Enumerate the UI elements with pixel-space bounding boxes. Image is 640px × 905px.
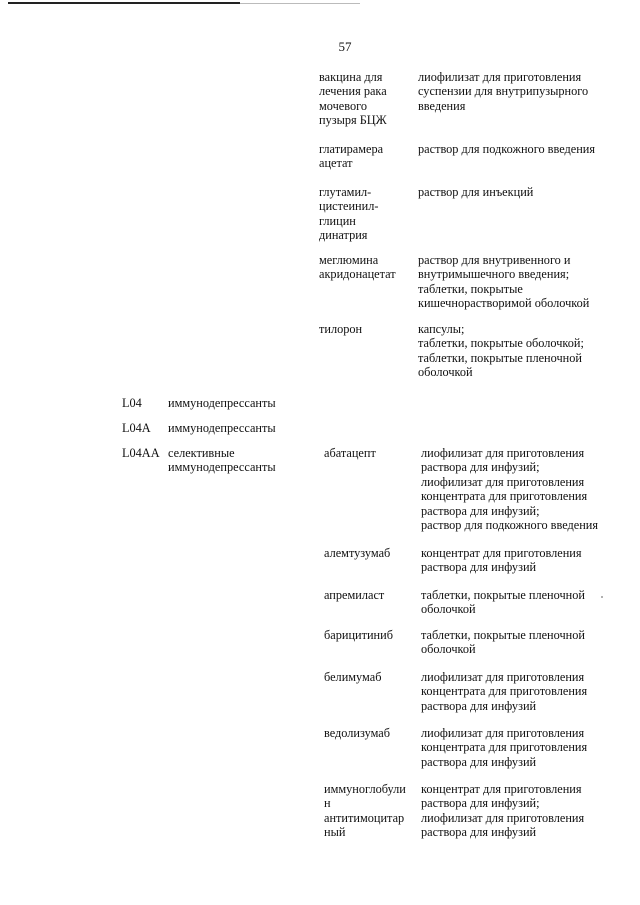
dosage-form-line: капсулы; (418, 322, 465, 336)
drug-name (324, 588, 416, 602)
drug-name-line: мочевого (319, 98, 368, 113)
dosage-form-line: раствора для инфузий (421, 560, 537, 575)
atc-group-name-line: иммунодепрессанты (168, 421, 276, 435)
dosage-form (421, 588, 626, 617)
drug-name (319, 70, 411, 128)
drug-name (319, 253, 411, 282)
dosage-form-line: оболочкой (421, 602, 476, 617)
drug-name (319, 185, 411, 243)
drug-name (324, 628, 416, 642)
atc-group-name (168, 421, 308, 435)
drug-name-line: ный (324, 825, 346, 840)
drug-name-line: пузыря БЦЖ (319, 113, 387, 128)
drug-name-line: тилорон (319, 322, 363, 336)
drug-name-line: меглюмина (319, 253, 379, 267)
dosage-form (421, 782, 626, 840)
dosage-form (421, 446, 626, 532)
dosage-form-line: концентрата для приготовления (421, 489, 588, 504)
scan-top-rule (8, 2, 240, 4)
drug-name (324, 446, 416, 460)
dosage-form-line: кишечнорастворимой оболочкой (418, 296, 590, 311)
scan-speck (601, 596, 603, 598)
dosage-form-line: лиофилизат для приготовления (421, 810, 585, 825)
drug-name (324, 670, 416, 684)
dosage-form (418, 253, 623, 311)
dosage-form-line: внутримышечного введения; (418, 267, 570, 282)
dosage-form-line: таблетки, покрытые пленочной (418, 350, 582, 365)
drug-name-line: абатацепт (324, 446, 376, 460)
drug-name-line: вакцина для (319, 70, 383, 84)
drug-name-line: акридонацетат (319, 267, 396, 282)
drug-name-line: динатрия (319, 228, 368, 243)
dosage-form-line: раствор для инъекций (418, 185, 534, 199)
dosage-form-line: раствора для инфузий (421, 825, 537, 840)
dosage-form (418, 322, 623, 380)
scan-top-rule-faint (240, 3, 360, 4)
dosage-form-line: раствор для подкожного введения (421, 518, 599, 533)
drug-name-line: ведолизумаб (324, 726, 390, 740)
drug-name-line: иммуноглобули (324, 782, 406, 796)
dosage-form-line: лиофилизат для приготовления (421, 726, 585, 740)
drug-name-line: барицитиниб (324, 628, 393, 642)
drug-name-line: глутамил- (319, 185, 372, 199)
atc-group-name (168, 396, 308, 410)
dosage-form-line: раствора для инфузий; (421, 503, 540, 518)
atc-code: L04A (122, 421, 151, 435)
dosage-form-line: таблетки, покрытые пленочной (421, 628, 585, 642)
dosage-form (421, 546, 626, 575)
dosage-form-line: таблетки, покрытые (418, 281, 523, 296)
dosage-form-line: раствора для инфузий; (421, 796, 540, 811)
dosage-form-line: таблетки, покрытые оболочкой; (418, 336, 584, 351)
drug-name-line: лечения рака (319, 84, 387, 99)
drug-name-line: глицин (319, 213, 356, 228)
dosage-form-line: раствор для внутривенного и (418, 253, 571, 267)
dosage-form-line: концентрата для приготовления (421, 684, 588, 699)
drug-name-line: апремиласт (324, 588, 385, 602)
drug-name (324, 782, 416, 840)
dosage-form-line: лиофилизат для приготовления (421, 446, 585, 460)
atc-group-name-line: селективные (168, 446, 235, 460)
dosage-form-line: концентрат для приготовления (421, 782, 582, 796)
drug-name-line: антитимоцитар (324, 810, 405, 825)
drug-name-line: ацетат (319, 156, 353, 171)
dosage-form-line: оболочкой (418, 365, 473, 380)
atc-group-name (168, 446, 308, 475)
atc-code: L04AA (122, 446, 160, 460)
dosage-form-line: концентрат для приготовления (421, 546, 582, 560)
dosage-form (418, 185, 623, 199)
page-number: 57 (338, 39, 352, 54)
dosage-form-line: раствора для инфузий (421, 754, 537, 769)
dosage-form (421, 628, 626, 657)
dosage-form (421, 726, 626, 769)
dosage-form-line: концентрата для приготовления (421, 740, 588, 755)
drug-name-line: белимумаб (324, 670, 382, 684)
dosage-form-line: таблетки, покрытые пленочной (421, 588, 585, 602)
dosage-form (418, 142, 623, 156)
dosage-form-line: лиофилизат для приготовления (421, 670, 585, 684)
dosage-form-line: введения (418, 98, 466, 113)
drug-name-line: цистеинил- (319, 199, 379, 214)
dosage-form (421, 670, 626, 713)
dosage-form-line: лиофилизат для приготовления (418, 70, 582, 84)
drug-name (319, 322, 411, 336)
drug-name (319, 142, 411, 171)
dosage-form-line: раствор для подкожного введения (418, 142, 596, 156)
drug-name-line: н (324, 796, 331, 811)
dosage-form-line: лиофилизат для приготовления (421, 474, 585, 489)
drug-name (324, 546, 416, 560)
drug-name-line: глатирамера (319, 142, 384, 156)
dosage-form-line: суспензии для внутрипузырного (418, 84, 589, 99)
atc-code: L04 (122, 396, 142, 410)
dosage-form-line: раствора для инфузий; (421, 460, 540, 475)
drug-name-line: алемтузумаб (324, 546, 391, 560)
atc-group-name-line: иммунодепрессанты (168, 460, 276, 475)
dosage-form-line: раствора для инфузий (421, 698, 537, 713)
atc-group-name-line: иммунодепрессанты (168, 396, 276, 410)
drug-name (324, 726, 416, 740)
dosage-form (418, 70, 623, 113)
dosage-form-line: оболочкой (421, 642, 476, 657)
